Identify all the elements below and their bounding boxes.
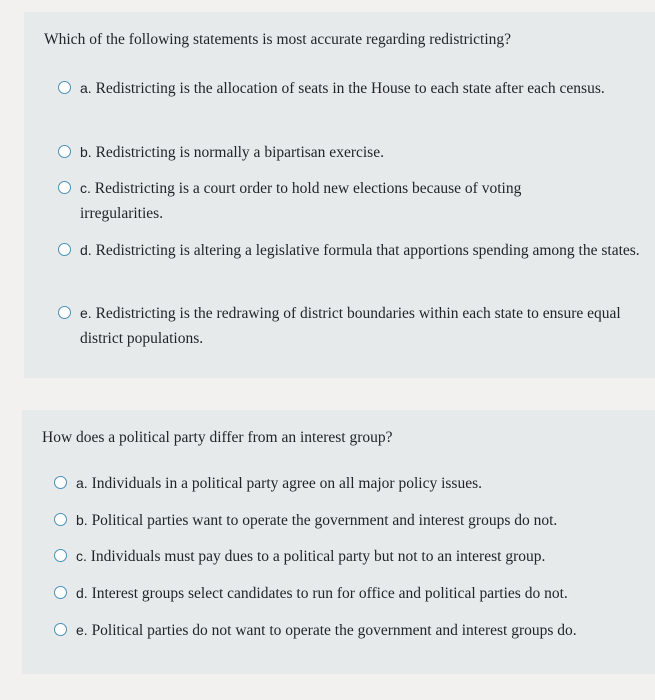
q1-radio-b[interactable]: [58, 145, 71, 158]
q2-option-b-label: b. Political parties want to operate the government and interest groups do not.: [76, 512, 558, 529]
q2-option-a-label: a. Individuals in a political party agree on all major policy issues.: [76, 475, 482, 492]
q2-radio-e[interactable]: [54, 623, 67, 636]
q2-radio-c[interactable]: [54, 549, 67, 562]
question-card-1: [24, 12, 655, 378]
q2-option-d-label: d. Interest groups select candidates to run for office and political parties do not.: [76, 585, 568, 602]
q1-radio-e[interactable]: [58, 306, 71, 319]
q1-option-b-label: b. Redistricting is normally a bipartisan exercise.: [80, 144, 384, 161]
q1-radio-c[interactable]: [58, 181, 71, 194]
question-card-2: [22, 410, 655, 674]
q1-radio-a[interactable]: [58, 81, 71, 94]
q1-option-d-label: d. Redistricting is altering a legislative formula that apportions spending among the states.: [80, 242, 640, 259]
question-1-text: Which of the following statements is most accurate regarding redistricting?: [44, 31, 512, 48]
q2-radio-d[interactable]: [54, 586, 67, 599]
q1-option-c-label: c. Redistricting is a court order to hold new elections because of voting irregularities.: [80, 180, 522, 222]
question-2-text: How does a political party differ from an interest group?: [42, 429, 393, 446]
q2-radio-b[interactable]: [54, 513, 67, 526]
q1-option-a-label: a. Redistricting is the allocation of seats in the House to each state after each census.: [80, 80, 605, 97]
q2-option-e-label: e. Political parties do not want to operate the government and interest groups do.: [76, 622, 577, 639]
q2-option-c-label: c. Individuals must pay dues to a political party but not to an interest group.: [76, 548, 546, 565]
q1-radio-d[interactable]: [58, 243, 71, 256]
q1-option-e-label: e. Redistricting is the redrawing of district boundaries within each state to ensure equal district populations.: [80, 305, 621, 347]
q2-radio-a[interactable]: [54, 476, 67, 489]
